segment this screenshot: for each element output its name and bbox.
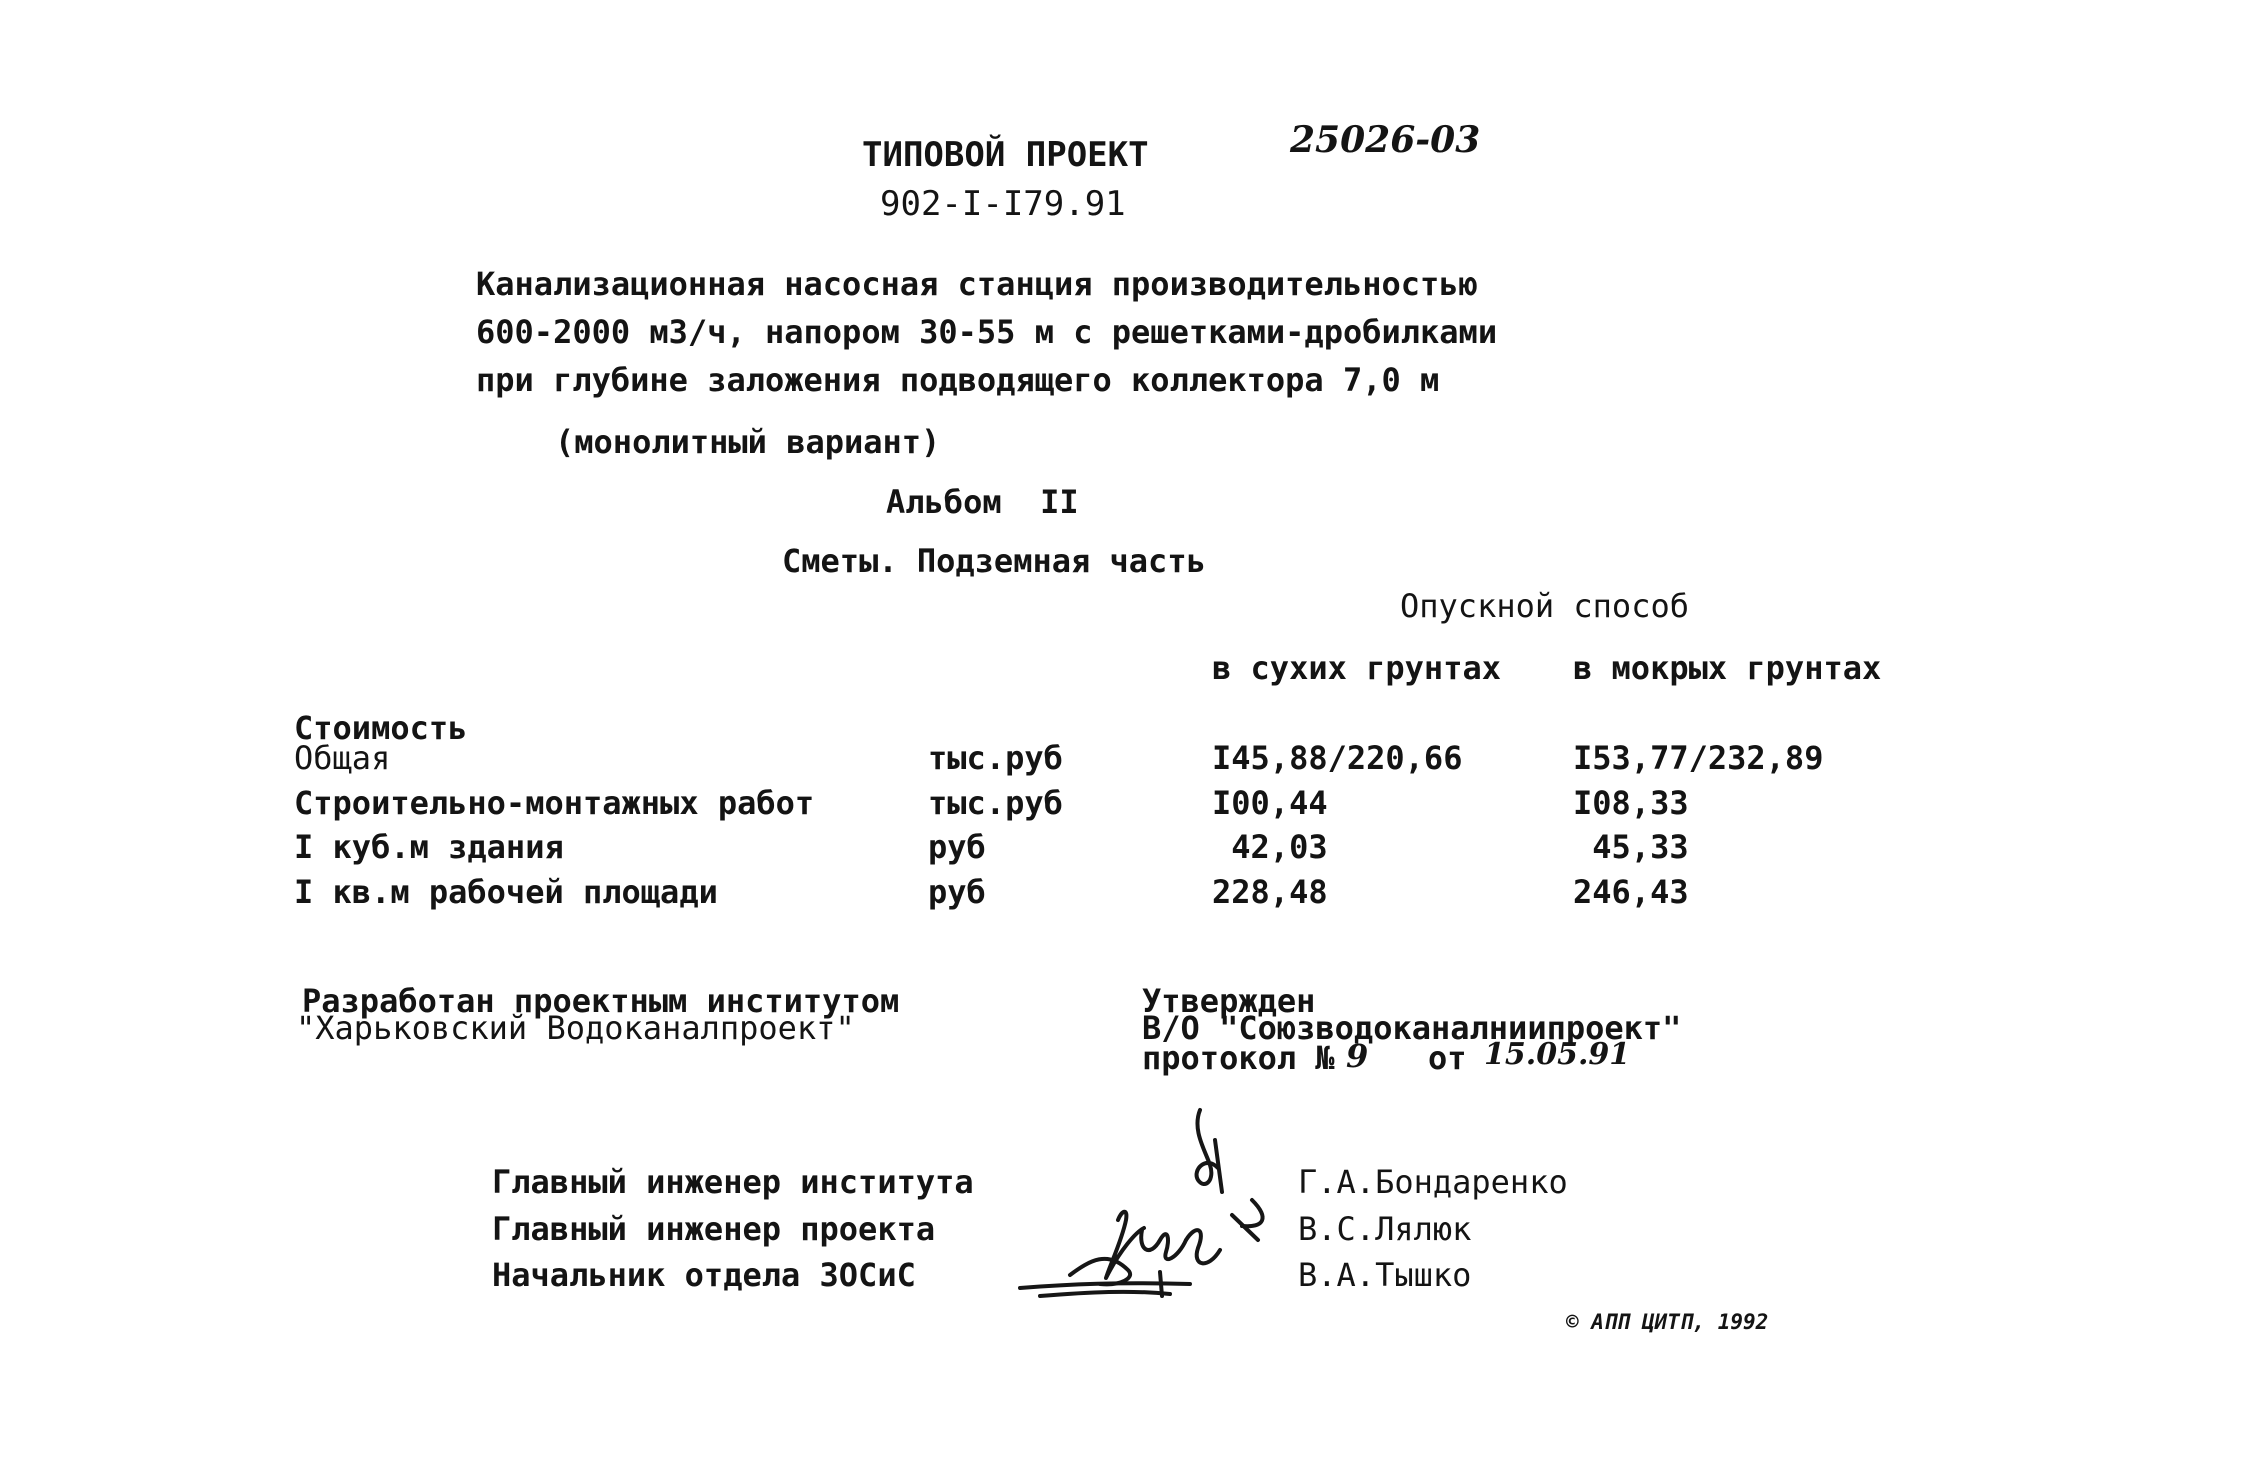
project-number: 902-I-I79.91 <box>880 184 1126 224</box>
copyright-note: © АПП ЦИТП, 1992 <box>1566 1310 1769 1334</box>
protocol-label: протокол № <box>1142 1039 1335 1077</box>
row-value-dry: I45,88/220,66 <box>1212 739 1463 777</box>
developer-line-2: "Харьковский Водоканалпроект" <box>296 1009 855 1047</box>
handwritten-code: 25026-03 <box>1290 119 1481 161</box>
row-name: Строительно-монтажных работ <box>294 784 815 822</box>
description-line-2: 600-2000 м3/ч, напором 30-55 м с решетками-дробилками <box>476 313 1498 351</box>
row-value-dry: I00,44 <box>1212 784 1328 822</box>
method-header: Опускной способ <box>1400 587 1689 625</box>
handwritten-signature <box>1010 1100 1270 1310</box>
row-unit: тыс.руб <box>928 784 1063 822</box>
row-name: I кв.м рабочей площади <box>294 873 718 911</box>
date-label: от <box>1428 1039 1467 1077</box>
row-value-dry: 228,48 <box>1212 873 1328 911</box>
row-unit: руб <box>928 873 986 911</box>
signatory-name: Г.А.Бондаренко <box>1298 1163 1568 1201</box>
row-unit: тыс.руб <box>928 739 1063 777</box>
signatory-name: В.А.Тышко <box>1298 1256 1472 1294</box>
column-header-wet: в мокрых грунтах <box>1573 649 1882 687</box>
description-line-3: при глубине заложения подводящего коллектора 7,0 м <box>476 361 1440 399</box>
row-value-wet: I08,33 <box>1573 784 1689 822</box>
row-value-wet: 246,43 <box>1573 873 1689 911</box>
document-type-title: ТИПОВОЙ ПРОЕКТ <box>862 135 1149 175</box>
album-label: Альбом II <box>886 483 1079 521</box>
approval-line-1: Утвержден <box>1142 982 1316 1020</box>
signatory-name: В.С.Лялюк <box>1298 1210 1472 1248</box>
row-value-wet: I53,77/232,89 <box>1573 739 1824 777</box>
signatory-title: Главный инженер института <box>492 1163 974 1201</box>
cost-section-label: Стоимость <box>294 709 468 747</box>
description-line-1: Канализационная насосная станция производительностью <box>476 265 1478 303</box>
variant-note: (монолитный вариант) <box>555 423 941 461</box>
protocol-number: 9 <box>1346 1037 1369 1075</box>
row-name: Общая <box>294 739 391 777</box>
signatory-title: Начальник отдела ЗОСиС <box>492 1256 916 1294</box>
row-name: I куб.м здания <box>294 828 564 866</box>
column-header-dry: в сухих грунтах <box>1212 649 1501 687</box>
row-value-dry: 42,03 <box>1212 828 1328 866</box>
signatory-title: Главный инженер проекта <box>492 1210 936 1248</box>
album-subtitle: Сметы. Подземная часть <box>782 542 1206 580</box>
approval-date: 15.05.91 <box>1484 1037 1631 1072</box>
developer-line-1: Разработан проектным институтом <box>302 982 900 1020</box>
row-value-wet: 45,33 <box>1573 828 1689 866</box>
row-unit: руб <box>928 828 986 866</box>
approval-line-2: В/О "Союзводоканалниипроект" <box>1142 1009 1682 1047</box>
